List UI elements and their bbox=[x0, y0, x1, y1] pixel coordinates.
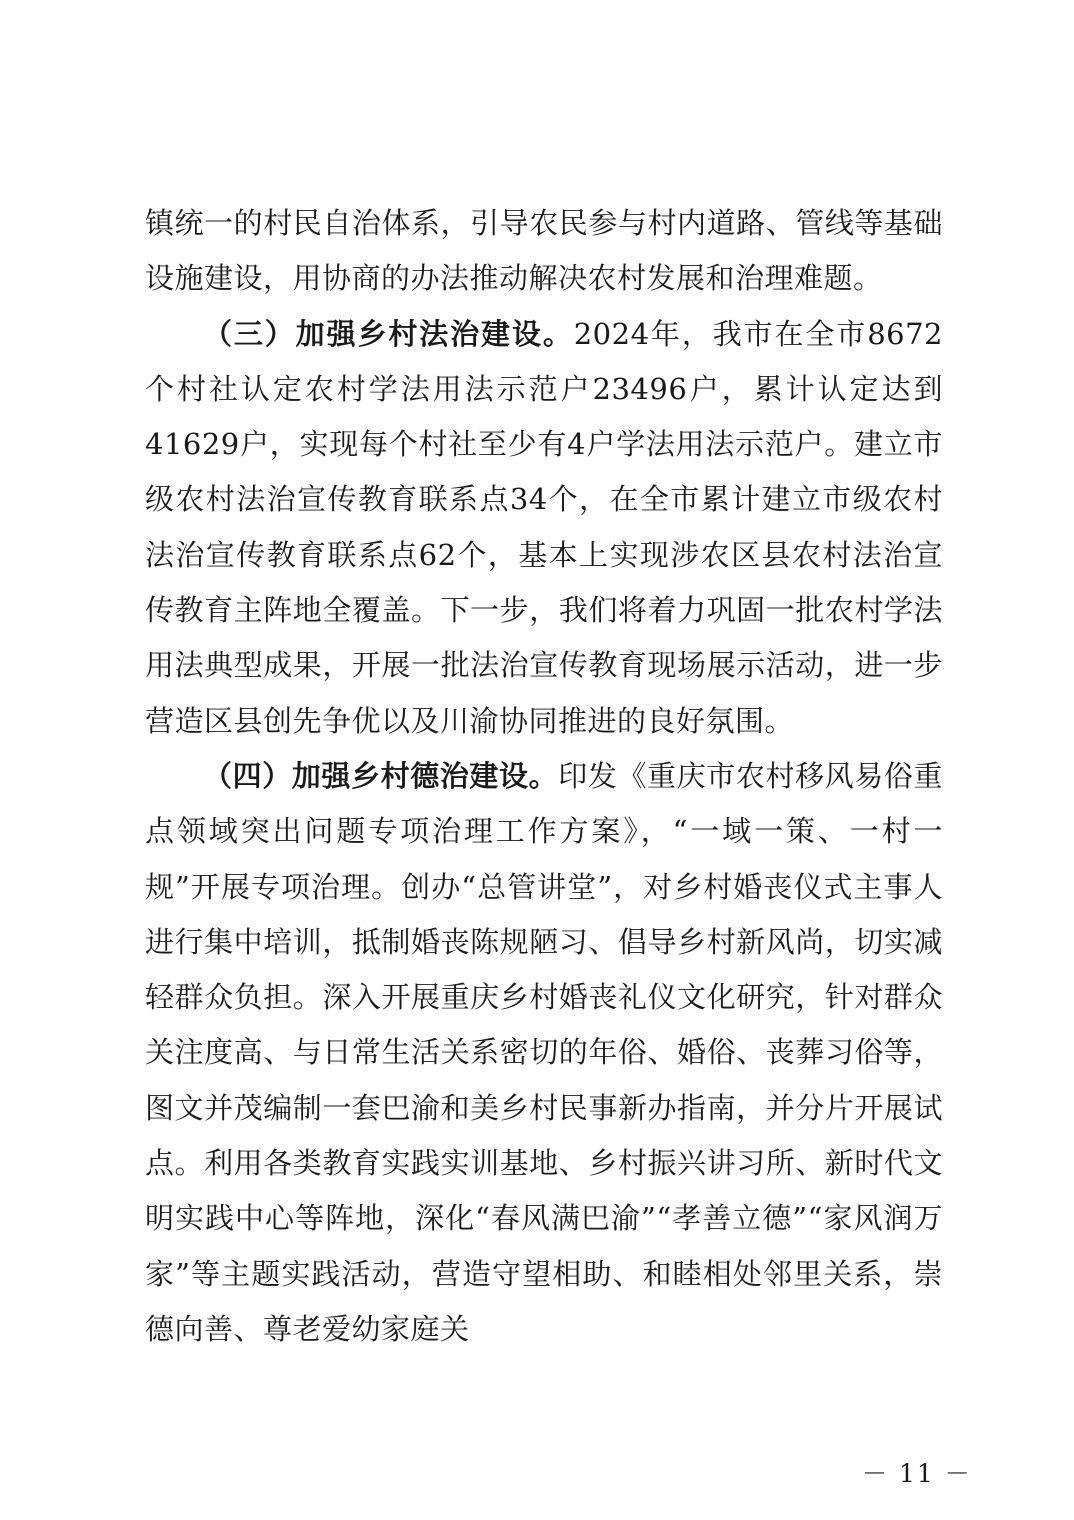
page-number: － 11 － bbox=[862, 1459, 972, 1488]
section-heading-rule-of-law: （三）加强乡村法治建设。 bbox=[203, 316, 574, 351]
document-body bbox=[145, 196, 943, 1357]
paragraph-text: 印发《重庆市农村移风易俗重点领域突出问题专项治理工作方案》，“一域一策、一村一规”开展专项治理。创办“总管讲堂”，对乡村婚丧仪式主事人进行集中培训，抵制婚丧陈规陋习、倡导乡村新风尚，切实减轻群众负担。深入开展重庆乡村婚丧礼仪文化研究，针对群众关注度高、与日常生活关系密切的年俗、婚俗、丧葬习俗等，图文并茂编制一套巴渝和美乡村民事新办指南，并分片开展试点。利用各类教育实践实训基地、乡村振兴讲习所、新时代文明实践中心等阵地，深化“春风满巴渝”“孝善立德”“家风润万家”等主题实践活动，营造守望相助、和睦相处邻里关系，崇德向善、尊老爱幼家庭关 bbox=[145, 758, 943, 1346]
paragraph-continuation bbox=[145, 196, 943, 307]
paragraph-rule-of-law bbox=[145, 307, 943, 749]
section-heading-rule-of-virtue: （四）加强乡村德治建设。 bbox=[203, 758, 559, 793]
paragraph-text: 镇统一的村民自治体系，引导农民参与村内道路、管线等基础设施建设，用协商的办法推动解决农村发展和治理难题。 bbox=[145, 206, 943, 296]
paragraph-rule-of-virtue bbox=[145, 749, 943, 1357]
paragraph-text: 2024年，我市在全市8672个村社认定农村学法用法示范户23496户，累计认定达到41629户，实现每个村社至少有4户学法用法示范户。建立市级农村法治宣传教育联系点34个，在全市累计建立市级农村法治宣传教育联系点62个，基本上实现涉农区县农村法治宣传教育主阵地全覆盖。下一步，我们将着力巩固一批农村学法用法典型成果，开展一批法治宣传教育现场展示活动，进一步营造区县创先争优以及川渝协同推进的良好氛围。 bbox=[145, 316, 943, 738]
